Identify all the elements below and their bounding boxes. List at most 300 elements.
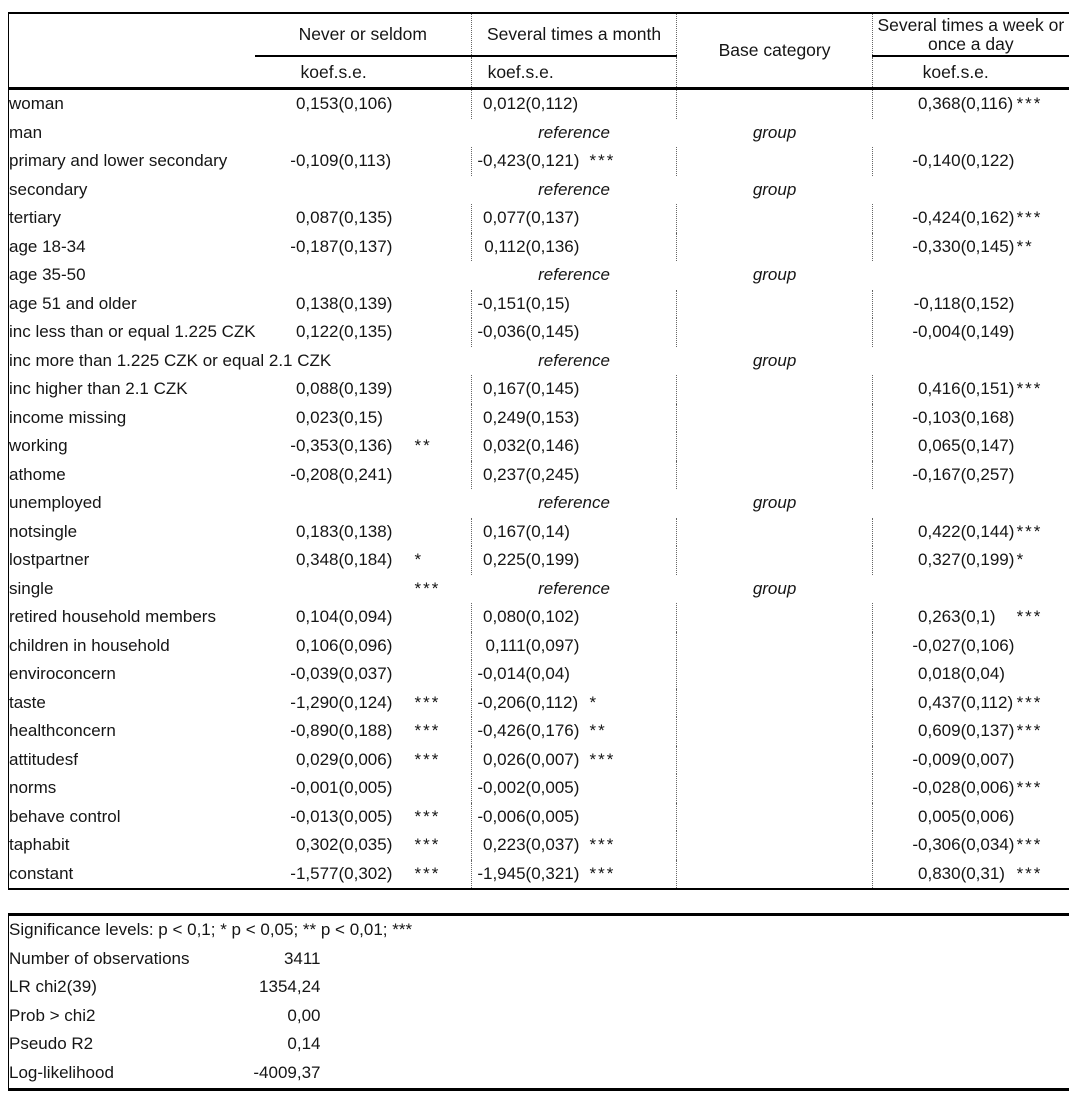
se-cell-g1: (0,113)	[338, 151, 392, 170]
group-label: group	[752, 122, 797, 142]
group-header-several-times-a-month: Several times a month	[472, 13, 677, 56]
se-cell-g2: (0,121)	[525, 151, 580, 170]
coef-cell-g3: 0,437	[873, 689, 961, 718]
statistic-value: 1354,24	[259, 977, 321, 997]
se-cell-g3: (0,006)	[960, 806, 1015, 826]
base-category-cell	[677, 660, 873, 689]
empty-g3-cell	[873, 575, 1069, 604]
statistic-value: 3411	[283, 948, 321, 968]
statistic-label: LR chi2(39)	[9, 977, 97, 997]
sig-cell-g2: ***	[589, 749, 616, 769]
coef-cell-g2: 0,249	[472, 404, 526, 433]
group-label: group	[752, 350, 797, 370]
sig-cell-g1	[415, 119, 472, 148]
sig-cell-g1	[415, 290, 472, 319]
se-header-g2: s.e.	[526, 56, 590, 89]
sig-cell-g1: ***	[414, 721, 441, 740]
coef-cell-g2: 0,026	[472, 746, 526, 775]
table-row	[9, 89, 1069, 119]
coef-cell-g3: 0,609	[873, 717, 961, 746]
empty-g3-cell	[873, 176, 1069, 205]
table-row	[9, 233, 1069, 262]
reference-row	[9, 261, 1069, 290]
sig-cell-g1	[415, 489, 472, 518]
coef-cell-g2: 0,032	[472, 432, 526, 461]
se-cell-g2: (0,321)	[525, 863, 580, 883]
coef-cell-g1: -0,039	[290, 664, 339, 683]
coef-cell-g1: -0,109	[290, 151, 339, 170]
base-category-cell	[677, 746, 873, 775]
sig-cell-g2: ***	[589, 835, 616, 854]
sig-cell-g3: ***	[1016, 835, 1043, 854]
statistic-value: 0,14	[287, 1034, 321, 1054]
variable-label: inc more than 1.225 CZK or equal 2.1 CZK	[9, 350, 332, 370]
coef-cell-g2: -1,945	[472, 860, 526, 890]
coef-cell-g3: 0,327	[873, 546, 961, 575]
se-cell-g3: (0,034)	[960, 835, 1015, 854]
se-cell-g2: (0,037)	[525, 835, 580, 854]
base-category-cell	[677, 233, 873, 262]
koef-header-g1: koef.	[255, 56, 339, 89]
group-label: group	[752, 179, 797, 199]
base-category-cell	[677, 518, 873, 547]
se-cell-g1: (0,139)	[338, 379, 393, 398]
base-category-cell	[677, 803, 873, 832]
coef-cell-g3: -0,424	[873, 204, 961, 233]
se-cell-g2: (0,112)	[525, 94, 579, 113]
variable-label: taste	[9, 692, 46, 712]
coef-cell-g3: 0,018	[873, 660, 961, 689]
se-cell-g1: (0,005)	[338, 806, 393, 826]
sig-cell-g3	[1017, 290, 1069, 319]
se-cell-g1: (0,139)	[338, 293, 393, 313]
se-cell-g1: (0,135)	[338, 322, 393, 341]
statistic-label: Prob > chi2	[9, 1005, 96, 1025]
sig-cell-g2	[590, 461, 677, 490]
variable-label: woman	[9, 94, 64, 113]
se-cell-g2: (0,005)	[525, 806, 580, 826]
base-category-cell	[677, 375, 873, 404]
statistic-filler	[321, 973, 1069, 1002]
coef-cell-g3: 0,263	[873, 603, 961, 632]
se-cell-g1: (0,037)	[338, 664, 393, 683]
coef-cell-g1	[255, 575, 339, 604]
variable-label: inc higher than 2.1 CZK	[9, 379, 188, 398]
coef-cell-g2: 0,167	[472, 518, 526, 547]
se-cell-g1: (0,094)	[338, 607, 393, 626]
base-category-cell	[677, 717, 873, 746]
coef-cell-g3: 0,368	[873, 89, 961, 119]
se-cell-g3: (0,147)	[960, 436, 1015, 455]
table-row	[9, 518, 1069, 547]
coef-cell-g1	[255, 119, 339, 148]
base-category-cell	[677, 404, 873, 433]
label-column-subheader	[9, 56, 255, 89]
coef-cell-g3: 0,065	[873, 432, 961, 461]
base-category-cell	[677, 689, 873, 718]
coef-cell-g2: -0,036	[472, 318, 526, 347]
se-cell-g1: (0,135)	[338, 208, 393, 227]
variable-label: tertiary	[9, 208, 61, 227]
se-cell-g3: (0,106)	[960, 635, 1015, 655]
base-category-cell	[677, 831, 873, 860]
empty-g3-cell	[873, 119, 1069, 148]
sig-cell-g3	[1017, 746, 1069, 775]
group-header-several-times-a-week: Several times a week or once a day	[873, 13, 1069, 56]
se-cell-g3: (0,144)	[960, 521, 1015, 541]
table-row	[9, 860, 1069, 890]
coef-cell-g1: 0,088	[295, 379, 339, 398]
sig-cell-g1: *	[414, 550, 424, 569]
sig-cell-g1	[415, 774, 472, 803]
sig-cell-g1: ***	[414, 749, 441, 769]
sig-cell-g2	[590, 404, 677, 433]
statistic-filler	[321, 1030, 1069, 1059]
coef-cell-g2: -0,002	[472, 774, 526, 803]
reference-row	[9, 347, 1069, 376]
se-cell-g2: (0,14)	[525, 521, 570, 541]
coef-cell-g2: 0,111	[472, 632, 526, 661]
variable-label: lostpartner	[9, 550, 90, 569]
coef-cell-g3: -0,009	[873, 746, 961, 775]
se-cell-g1: (0,106)	[338, 94, 393, 113]
coef-cell-g2: 0,077	[472, 204, 526, 233]
group-label: group	[752, 578, 797, 598]
table-row	[9, 147, 1069, 176]
se-cell-g3: (0,257)	[960, 464, 1015, 484]
table-row	[9, 404, 1069, 433]
coef-cell-g1: -0,208	[290, 464, 339, 484]
base-category-cell	[677, 546, 873, 575]
se-cell-g1: (0,302)	[338, 863, 393, 883]
coef-cell-g1: -0,001	[290, 778, 339, 797]
se-cell-g2: (0,146)	[525, 436, 580, 455]
sig-header-g1	[415, 56, 472, 89]
statistic-row	[9, 973, 1069, 1002]
sig-cell-g1	[415, 347, 472, 376]
coef-cell-g3: -0,027	[873, 632, 961, 661]
statistic-filler	[321, 1002, 1069, 1031]
statistic-filler	[321, 1059, 1069, 1089]
coef-cell-g1: 0,153	[295, 94, 339, 113]
coef-cell-g3: -0,306	[873, 831, 961, 860]
table-row	[9, 375, 1069, 404]
se-cell-g3: (0,112)	[960, 692, 1014, 712]
statistics-body	[9, 915, 1069, 1090]
coef-cell-g1	[255, 176, 339, 205]
coef-cell-g2: -0,014	[472, 660, 526, 689]
statistic-row	[9, 1002, 1069, 1031]
coef-cell-g3: -0,118	[873, 290, 961, 319]
empty-g3-cell	[873, 347, 1069, 376]
variable-label: age 35-50	[9, 265, 86, 284]
se-cell-g2: (0,153)	[525, 407, 580, 427]
sig-cell-g1: **	[414, 436, 432, 455]
sig-cell-g1	[415, 632, 472, 661]
sig-cell-g3: ***	[1016, 863, 1043, 883]
se-cell-g3: (0,162)	[960, 208, 1015, 227]
se-cell-g1: (0,138)	[338, 521, 393, 541]
sig-cell-g3: ***	[1016, 379, 1043, 398]
variable-label: norms	[9, 778, 57, 797]
sig-cell-g2	[590, 89, 677, 119]
model-statistics-table	[8, 913, 1069, 1091]
sig-cell-g3	[1017, 461, 1069, 490]
base-category-cell	[677, 290, 873, 319]
base-category-cell	[677, 89, 873, 119]
sig-cell-g1: ***	[414, 835, 441, 854]
reference-label: reference	[538, 179, 610, 199]
table-row	[9, 461, 1069, 490]
coef-cell-g1: 0,302	[295, 835, 339, 854]
se-cell-g2: (0,145)	[525, 322, 580, 341]
sig-cell-g1	[415, 404, 472, 433]
sig-cell-g2	[590, 632, 677, 661]
se-cell-g1: (0,006)	[338, 749, 393, 769]
variable-label: secondary	[9, 179, 88, 199]
variable-label: age 51 and older	[9, 293, 137, 313]
se-cell-g3: (0,168)	[960, 407, 1015, 427]
table-row	[9, 204, 1069, 233]
variable-label: athome	[9, 464, 66, 484]
sig-cell-g3: ***	[1016, 94, 1043, 113]
se-cell-g3: (0,149)	[960, 322, 1015, 341]
sig-cell-g1	[415, 176, 472, 205]
sig-cell-g3: *	[1016, 550, 1026, 569]
sig-cell-g2	[590, 432, 677, 461]
se-cell-g2: (0,04)	[525, 664, 570, 683]
se-cell-g3: (0,151)	[960, 379, 1015, 398]
sig-cell-g1	[415, 375, 472, 404]
regression-table	[8, 12, 1069, 890]
reference-label: reference	[538, 493, 610, 512]
variable-label: primary and lower secondary	[9, 151, 228, 170]
se-cell-g1	[339, 575, 415, 604]
coef-cell-g1: 0,023	[295, 407, 339, 427]
table-row	[9, 660, 1069, 689]
sig-cell-g1	[415, 89, 472, 119]
se-cell-g1	[339, 261, 415, 290]
se-cell-g3: (0,116)	[960, 94, 1014, 113]
variable-label: enviroconcern	[9, 664, 116, 683]
se-cell-g1: (0,035)	[338, 835, 393, 854]
table-row	[9, 803, 1069, 832]
se-cell-g1: (0,15)	[338, 407, 383, 427]
sig-cell-g2	[590, 603, 677, 632]
empty-g3-cell	[873, 489, 1069, 518]
group-header-row	[9, 13, 1069, 56]
base-category-cell	[677, 632, 873, 661]
variable-label: attitudesf	[9, 749, 78, 769]
reference-row	[9, 575, 1069, 604]
se-cell-g1: (0,005)	[338, 778, 393, 797]
coef-cell-g3: -0,140	[873, 147, 961, 176]
sig-cell-g3	[1017, 147, 1069, 176]
coef-cell-g1: -0,890	[290, 721, 339, 740]
coef-cell-g3: -0,330	[873, 233, 961, 262]
variable-label: behave control	[9, 806, 121, 826]
variable-label: man	[9, 122, 43, 142]
se-cell-g1	[339, 347, 415, 376]
coef-cell-g2: 0,223	[472, 831, 526, 860]
sig-cell-g3: ***	[1016, 692, 1043, 712]
reference-label: reference	[538, 350, 610, 370]
coef-cell-g1: 0,106	[295, 635, 339, 655]
se-cell-g1: (0,136)	[338, 436, 393, 455]
group-label: group	[752, 493, 797, 512]
sig-cell-g3: **	[1016, 236, 1034, 256]
se-cell-g3: (0,31)	[960, 863, 1005, 883]
se-cell-g1: (0,096)	[338, 635, 393, 655]
sig-cell-g3	[1017, 318, 1069, 347]
coef-cell-g2: 0,012	[472, 89, 526, 119]
reference-label: reference	[538, 122, 610, 142]
coef-cell-g1: -1,290	[290, 692, 339, 712]
coef-cell-g1: 0,104	[295, 607, 339, 626]
coef-cell-g2: 0,237	[472, 461, 526, 490]
se-cell-g3: (0,04)	[960, 664, 1005, 683]
coef-cell-g2: -0,423	[472, 147, 526, 176]
sig-cell-g2	[590, 803, 677, 832]
variable-label: unemployed	[9, 493, 102, 512]
sig-cell-g2: ***	[589, 863, 616, 883]
base-category-cell	[677, 318, 873, 347]
sub-header-row	[9, 56, 1069, 89]
coef-cell-g3: 0,830	[873, 860, 961, 890]
sig-cell-g1	[415, 461, 472, 490]
coef-cell-g2: -0,151	[472, 290, 526, 319]
base-category-cell	[677, 147, 873, 176]
base-category-header: Base category	[677, 13, 873, 89]
coef-cell-g2: 0,112	[472, 233, 526, 262]
coef-cell-g2: 0,080	[472, 603, 526, 632]
coef-cell-g1: 0,348	[295, 550, 339, 569]
base-category-cell	[677, 461, 873, 490]
se-cell-g1: (0,137)	[338, 236, 393, 256]
se-cell-g1	[339, 119, 415, 148]
sig-cell-g2	[590, 318, 677, 347]
statistic-filler	[321, 945, 1069, 974]
variable-label: taphabit	[9, 835, 70, 854]
se-header-g3: s.e.	[961, 56, 1017, 89]
coef-cell-g2: 0,167	[472, 375, 526, 404]
sig-cell-g1	[415, 233, 472, 262]
sig-cell-g1	[415, 204, 472, 233]
coef-cell-g2: -0,006	[472, 803, 526, 832]
reference-row	[9, 489, 1069, 518]
sig-cell-g1: ***	[414, 863, 441, 883]
se-cell-g1: (0,184)	[338, 550, 393, 569]
se-cell-g3: (0,122)	[960, 151, 1015, 170]
sig-cell-g2: *	[589, 692, 599, 712]
table-row	[9, 632, 1069, 661]
variable-label: retired household members	[9, 607, 216, 626]
sig-cell-g3	[1017, 432, 1069, 461]
reference-row	[9, 119, 1069, 148]
reference-row	[9, 176, 1069, 205]
coef-cell-g1: 0,029	[295, 749, 339, 769]
koef-header-g2: koef.	[472, 56, 526, 89]
sig-cell-g2	[590, 233, 677, 262]
sig-cell-g1	[415, 660, 472, 689]
variable-label: constant	[9, 863, 74, 883]
sig-cell-g3: ***	[1016, 607, 1043, 626]
base-category-cell	[677, 860, 873, 890]
coef-cell-g1	[255, 489, 339, 518]
coef-cell-g3: 0,005	[873, 803, 961, 832]
se-cell-g2: (0,005)	[525, 778, 580, 797]
coef-cell-g2: -0,426	[472, 717, 526, 746]
se-cell-g2: (0,145)	[525, 379, 580, 398]
sig-cell-g3	[1017, 803, 1069, 832]
sig-cell-g1	[415, 518, 472, 547]
coef-cell-g3: 0,422	[873, 518, 961, 547]
sig-cell-g1	[415, 147, 472, 176]
coef-cell-g1: 0,138	[295, 293, 339, 313]
coef-cell-g3: -0,103	[873, 404, 961, 433]
sig-cell-g1	[415, 261, 472, 290]
statistic-label: Log-likelihood	[9, 1062, 114, 1082]
se-cell-g2: (0,245)	[525, 464, 580, 484]
se-cell-g3: (0,006)	[960, 778, 1015, 797]
coef-cell-g2: -0,206	[472, 689, 526, 718]
coef-cell-g1: 0,122	[295, 322, 339, 341]
sig-cell-g1: ***	[414, 692, 441, 712]
sig-cell-g2	[590, 518, 677, 547]
base-category-cell	[677, 774, 873, 803]
se-cell-g3: (0,137)	[960, 721, 1015, 740]
se-cell-g3: (0,199)	[960, 550, 1015, 569]
label-column-header	[9, 13, 255, 56]
table-row	[9, 689, 1069, 718]
se-cell-g2: (0,137)	[525, 208, 580, 227]
variable-label: inc less than or equal 1.225 CZK	[9, 322, 256, 341]
significance-note-row	[9, 915, 1069, 945]
empty-g3-cell	[873, 261, 1069, 290]
se-cell-g2: (0,102)	[525, 607, 580, 626]
group-header-never-or-seldom: Never or seldom	[255, 13, 472, 56]
sig-cell-g2	[590, 774, 677, 803]
variable-label: children in household	[9, 635, 170, 655]
significance-note: Significance levels: p < 0,1; * p < 0,05; ** p < 0,01; ***	[9, 920, 413, 939]
sig-cell-g3: ***	[1016, 778, 1043, 797]
se-cell-g2: (0,007)	[525, 749, 580, 769]
se-cell-g1	[339, 489, 415, 518]
se-cell-g3: (0,007)	[960, 749, 1015, 769]
table-row	[9, 717, 1069, 746]
variable-label: notsingle	[9, 521, 78, 541]
base-category-cell	[677, 603, 873, 632]
sig-cell-g2: **	[589, 721, 607, 740]
koef-header-g3: koef.	[873, 56, 961, 89]
statistic-row	[9, 945, 1069, 974]
se-cell-g2: (0,176)	[525, 721, 580, 740]
coef-cell-g3: -0,028	[873, 774, 961, 803]
variable-label: healthconcern	[9, 721, 116, 740]
sig-cell-g3: ***	[1016, 721, 1043, 740]
coef-cell-g1: -0,013	[290, 806, 339, 826]
coef-cell-g3: -0,167	[873, 461, 961, 490]
group-label: group	[752, 265, 797, 284]
sig-cell-g2	[590, 660, 677, 689]
coef-cell-g1: -0,187	[290, 236, 339, 256]
sig-cell-g3: ***	[1016, 208, 1043, 227]
sig-cell-g2: ***	[589, 151, 616, 170]
variable-label: age 18-34	[9, 236, 86, 256]
coef-cell-g2: 0,225	[472, 546, 526, 575]
table-row	[9, 603, 1069, 632]
table-row	[9, 432, 1069, 461]
